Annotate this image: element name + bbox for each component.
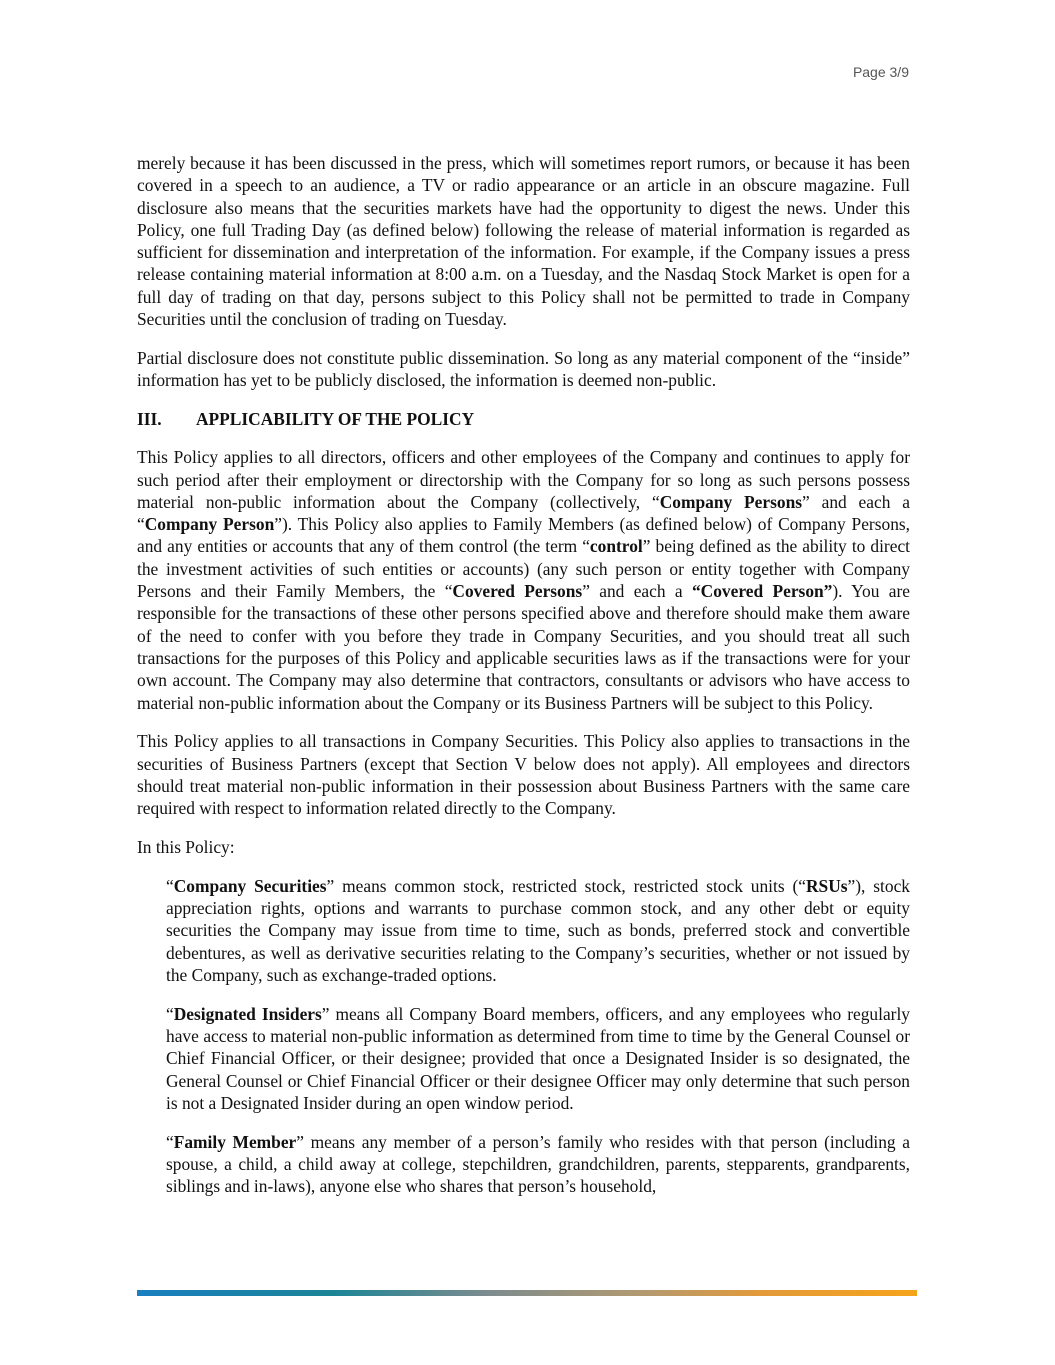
defined-term: control xyxy=(589,536,643,557)
text-run: ”), stock appreciation rights, options and warrants to purchase common stock, and any other debt or equity securities the Company may issue from time to time, such as bonds, preferred stock and convertible debentures, as well as derivative securities relating to the Company’s securities, whether or not issued by the Company, such as exchange-traded options. xyxy=(166,875,910,985)
paragraph xyxy=(137,152,910,330)
footer-gradient-bar xyxy=(137,1290,917,1296)
text-run: ” and each a xyxy=(582,581,692,602)
text-run: “ xyxy=(166,1131,174,1152)
defined-term: “Covered Person” xyxy=(691,581,833,602)
section-title: APPLICABILITY OF THE POLICY xyxy=(196,408,475,429)
definition-paragraph xyxy=(166,1003,910,1114)
text-run: Partial disclosure does not constitute public dissemination. So long as any material component of the “inside” information has yet to be publicly disclosed, the information is deemed non-public. xyxy=(137,347,910,391)
section-heading xyxy=(137,408,910,430)
text-run: ” means common stock, restricted stock, restricted stock units (“ xyxy=(326,875,806,896)
text-run: “ xyxy=(166,875,174,896)
defined-term: Company Securities xyxy=(173,875,327,896)
text-run: ” means any member of a person’s family who resides with that person (including a spouse, a child, a child away at college, stepchildren, grandchildren, parents, stepparents, grandparents, siblings and in-laws), anyone else who shares that person’s household, xyxy=(166,1131,910,1197)
text-run: In this Policy: xyxy=(137,837,235,858)
page-number: Page 3/9 xyxy=(852,64,909,80)
paragraph xyxy=(137,446,910,714)
paragraph xyxy=(137,347,910,392)
text-run: ” being defined as the ability to direct the investment activities of such entities or accounts) (any such person or entity together with Company Persons and their Family Members, the “ xyxy=(137,536,910,602)
document-body xyxy=(137,152,910,1214)
text-run: “ xyxy=(166,1003,174,1024)
defined-term: RSUs xyxy=(805,875,848,896)
section-number: III. xyxy=(137,408,162,429)
definition-paragraph xyxy=(166,1131,910,1198)
definition-paragraph xyxy=(166,875,910,986)
defined-term: Company Person xyxy=(144,514,275,535)
defined-term: Company Persons xyxy=(659,491,803,512)
text-run: ). You are responsible for the transactions of these other persons specified above and therefore should make them aware of the need to confer with you before they trade in Company Securities, and you should treat all such transactions for the purposes of this Policy and applicable securities laws as if the transactions were for your own account. The Company may also determine that contractors, consultants or advisors who have access to material non-public information about the Company or its Business Partners will be subject to this Policy. xyxy=(137,581,911,713)
text-run: ” and each a “ xyxy=(137,491,910,535)
paragraph xyxy=(137,730,910,819)
text-run: ” means all Company Board members, officers, and any employees who regularly have access to material non-public information as determined from time to time by the General Counsel or Chief Financial Officer, or their designee; provided that once a Designated Insider is so designated, the General Counsel or Chief Financial Officer or their designee Officer may only determine that such person is not a Designated Insider during an open window period. xyxy=(166,1003,910,1113)
text-run: ”). This Policy also applies to Family Members (as defined below) of Company Persons, and any entities or accounts that any of them control (the term “ xyxy=(137,514,910,557)
text-run: This Policy applies to all directors, officers and other employees of the Company and continues to apply for such period after their employment or directorship with the Company for so long as such persons possess material non-public information about the Company (collectively, “ xyxy=(137,447,910,512)
text-run: merely because it has been discussed in the press, which will sometimes report rumors, or because it has been covered in a speech to an audience, a TV or radio appearance or an article in an obscure magazine. Full disclosure also means that the securities markets have had the opportunity to digest the news. Under this Policy, one full Trading Day (as defined below) following the release of material information is regarded as sufficient for dissemination and interpretation of the information. For example, if the Company issues a press release containing material information at 8:00 a.m. on a Tuesday, and the Nasdaq Stock Market is open for a full day of trading on that day, persons subject to this Policy shall not be permitted to trade in Company Securities until the conclusion of trading on Tuesday. xyxy=(137,153,910,330)
defined-term: Designated Insiders xyxy=(173,1003,322,1024)
defined-term: Family Member xyxy=(173,1131,297,1152)
paragraph xyxy=(137,836,910,858)
defined-term: Covered Persons xyxy=(452,581,583,602)
text-run: This Policy applies to all transactions in Company Securities. This Policy also applies to transactions in the securities of Business Partners (except that Section V below does not apply). All employees and directors should treat material non-public information in their possession about Business Partners with the same care required with respect to information related directly to the Company. xyxy=(137,731,910,819)
